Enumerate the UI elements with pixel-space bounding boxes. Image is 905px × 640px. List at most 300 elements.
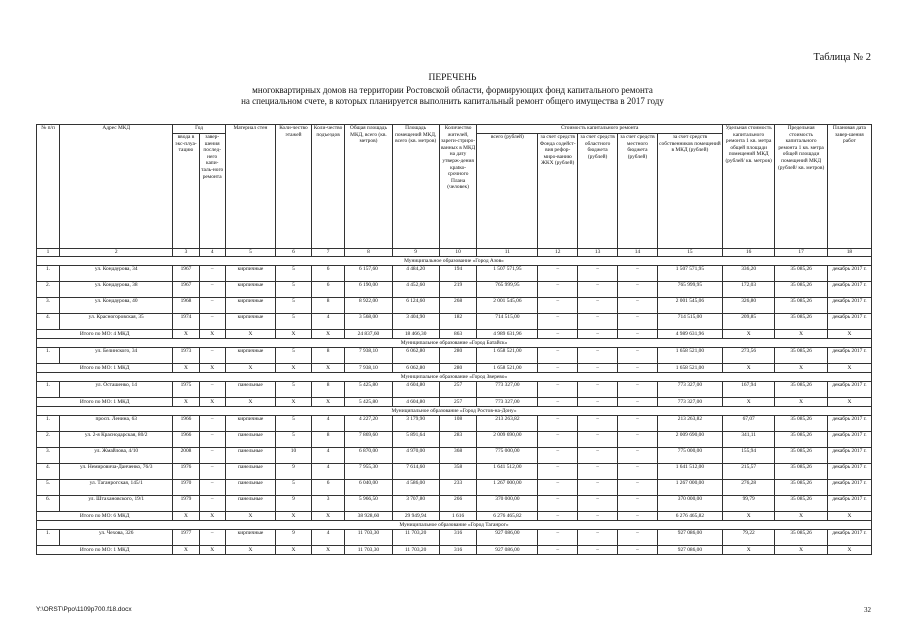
living-area: 6 062,80: [392, 348, 439, 364]
cost-region: –: [578, 496, 618, 512]
table-row: [37, 348, 872, 364]
title-line-2: многоквартирных домов на территории Ростовской области, формирующих фонд капитального ремонта: [252, 84, 653, 95]
unit-cost: 172,03: [722, 282, 774, 298]
residents: 280: [439, 348, 477, 364]
year-built: 1974: [173, 314, 199, 330]
entrances: 4: [311, 448, 345, 464]
total-c2: –: [578, 546, 618, 555]
planned-date: декабрь 2017 г.: [827, 530, 871, 546]
total-ta: 38 928,60: [345, 512, 392, 521]
cost-local: –: [618, 266, 658, 282]
residents: 233: [439, 480, 477, 496]
total-c2: –: [578, 330, 618, 339]
max-cost: 35 085,26: [775, 348, 827, 364]
max-cost: 35 085,26: [775, 314, 827, 330]
total-x: Х: [225, 398, 275, 407]
table-row: [37, 382, 872, 398]
total-ct: 1 658 521,00: [477, 364, 538, 373]
cost-region: –: [578, 348, 618, 364]
floors: 5: [276, 314, 312, 330]
residents: 316: [439, 530, 477, 546]
total-area: 7 955,30: [345, 464, 392, 480]
column-number: 18: [827, 249, 871, 257]
total-row: [37, 546, 872, 555]
header-entrances: Коли-чество подъездов: [311, 125, 345, 249]
total-x: Х: [827, 398, 871, 407]
planned-date: декабрь 2017 г.: [827, 382, 871, 398]
total-ta: 11 703,30: [345, 546, 392, 555]
unit-cost: 341,11: [722, 432, 774, 448]
cost-total: 1 507 571,95: [477, 266, 538, 282]
total-x: Х: [311, 512, 345, 521]
total-co: 1 658 521,00: [657, 364, 722, 373]
entrances: 8: [311, 382, 345, 398]
total-c1: –: [538, 330, 578, 339]
column-number: 17: [775, 249, 827, 257]
total-ct: 4 989 631,96: [477, 330, 538, 339]
total-area: 8 922,00: [345, 298, 392, 314]
max-cost: 35 085,26: [775, 530, 827, 546]
cost-owners: 2 009 690,00: [657, 432, 722, 448]
total-la: 18 466,30: [392, 330, 439, 339]
living-area: 4 452,60: [392, 282, 439, 298]
total-x: Х: [225, 512, 275, 521]
row-number: 1.: [37, 348, 60, 364]
total-co: 927 086,00: [657, 546, 722, 555]
max-cost: 35 085,26: [775, 496, 827, 512]
cost-region: –: [578, 416, 618, 432]
max-cost: 35 085,26: [775, 448, 827, 464]
total-x: Х: [173, 330, 199, 339]
entrances: 3: [311, 496, 345, 512]
walls: панельные: [225, 432, 275, 448]
total-co: 773 327,00: [657, 398, 722, 407]
column-number: 8: [345, 249, 392, 257]
floors: 10: [276, 448, 312, 464]
residents: 283: [439, 432, 477, 448]
planned-date: декабрь 2017 г.: [827, 282, 871, 298]
total-x: Х: [276, 364, 312, 373]
walls: кирпичные: [225, 266, 275, 282]
address: ул. Штахановского, 19/1: [60, 496, 173, 512]
column-numbers-row: [37, 249, 872, 257]
row-number: 1.: [37, 382, 60, 398]
unit-cost: 336,20: [722, 266, 774, 282]
entrances: 4: [311, 416, 345, 432]
total-ct: 773 327,00: [477, 398, 538, 407]
municipality-row: [37, 339, 872, 348]
year-renov: –: [199, 282, 225, 298]
cost-owners: 1 658 521,00: [657, 348, 722, 364]
cost-region: –: [578, 530, 618, 546]
unit-cost: 209,85: [722, 314, 774, 330]
planned-date: декабрь 2017 г.: [827, 416, 871, 432]
total-la: 11 703,20: [392, 546, 439, 555]
floors: 5: [276, 266, 312, 282]
total-c3: –: [618, 364, 658, 373]
total-ct: 6 276 465,82: [477, 512, 538, 521]
column-number: 5: [225, 249, 275, 257]
table-row: [37, 416, 872, 432]
total-c3: –: [618, 398, 658, 407]
cost-local: –: [618, 282, 658, 298]
municipality-name: Муниципальное образование «Город Таганрог»: [37, 521, 872, 530]
total-x: Х: [827, 546, 871, 555]
year-renov: –: [199, 314, 225, 330]
column-number: 2: [60, 249, 173, 257]
total-x: Х: [199, 330, 225, 339]
total-x: Х: [225, 364, 275, 373]
cost-total: 213 263,82: [477, 416, 538, 432]
row-number: 4.: [37, 464, 60, 480]
title-line-1: ПЕРЕЧЕНЬ: [428, 73, 477, 83]
living-area: 3 707,80: [392, 496, 439, 512]
year-built: 2008: [173, 448, 199, 464]
address: ул. Чехова, 326: [60, 530, 173, 546]
row-number: 1.: [37, 416, 60, 432]
row-number: 3.: [37, 448, 60, 464]
header-num: № п/п: [37, 125, 60, 249]
cost-total: 2 001 545,06: [477, 298, 538, 314]
cost-region: –: [578, 448, 618, 464]
living-area: 4 604,80: [392, 382, 439, 398]
total-label: Итого по МО: 1 МКД: [37, 546, 173, 555]
unit-cost: 167,94: [722, 382, 774, 398]
unit-cost: 326,80: [722, 298, 774, 314]
total-x: Х: [173, 512, 199, 521]
header-living-area: Площадь помещений МКД, всего (кв. метров): [392, 125, 439, 249]
total-area: 7 938,10: [345, 348, 392, 364]
total-p: 1 616: [439, 512, 477, 521]
total-c2: –: [578, 398, 618, 407]
walls: кирпичные: [225, 298, 275, 314]
year-renov: –: [199, 464, 225, 480]
register-table: [36, 124, 872, 555]
planned-date: декабрь 2017 г.: [827, 298, 871, 314]
total-area: 7 869,60: [345, 432, 392, 448]
address: ул. 2-я Краснодарская, 80/2: [60, 432, 173, 448]
year-built: 1968: [173, 298, 199, 314]
walls: панельные: [225, 448, 275, 464]
address: ул. Жмайлова, 4/10: [60, 448, 173, 464]
cost-fund: –: [538, 298, 578, 314]
cost-local: –: [618, 464, 658, 480]
column-number: 13: [578, 249, 618, 257]
total-c1: –: [538, 364, 578, 373]
living-area: 3 179,90: [392, 416, 439, 432]
cost-fund: –: [538, 382, 578, 398]
living-area: 3 404,90: [392, 314, 439, 330]
municipality-row: [37, 257, 872, 266]
header-year-group: Год: [173, 125, 225, 134]
header-year-renov: завер-шения послед-него капи-таль-ного ремонта: [199, 134, 225, 249]
total-c1: –: [538, 398, 578, 407]
cost-local: –: [618, 416, 658, 432]
entrances: 6: [311, 480, 345, 496]
total-x: Х: [311, 398, 345, 407]
total-p: 316: [439, 546, 477, 555]
residents: 257: [439, 382, 477, 398]
total-area: 6 190,00: [345, 282, 392, 298]
cost-total: 714 515,00: [477, 314, 538, 330]
total-x: Х: [199, 512, 225, 521]
municipality-name: Муниципальное образование «Город Ростов-на-Дону»: [37, 407, 872, 416]
total-la: 4 604,80: [392, 398, 439, 407]
register-body: [37, 249, 872, 555]
cost-region: –: [578, 266, 618, 282]
max-cost: 35 085,26: [775, 416, 827, 432]
planned-date: декабрь 2017 г.: [827, 348, 871, 364]
year-renov: –: [199, 480, 225, 496]
header-total-area: Общая площадь МКД, всего (кв. метров): [345, 125, 392, 249]
column-number: 1: [37, 249, 60, 257]
entrances: 4: [311, 464, 345, 480]
cost-owners: 2 001 545,06: [657, 298, 722, 314]
total-x: Х: [827, 364, 871, 373]
column-number: 14: [618, 249, 658, 257]
header-year-built: ввода в экс-плуа-тацию: [173, 134, 199, 249]
cost-region: –: [578, 464, 618, 480]
total-area: 11 703,30: [345, 530, 392, 546]
table-row: [37, 496, 872, 512]
planned-date: декабрь 2017 г.: [827, 464, 871, 480]
cost-local: –: [618, 382, 658, 398]
floors: 5: [276, 348, 312, 364]
cost-fund: –: [538, 416, 578, 432]
year-renov: –: [199, 448, 225, 464]
cost-fund: –: [538, 348, 578, 364]
walls: панельные: [225, 382, 275, 398]
cost-owners: 1 641 512,00: [657, 464, 722, 480]
living-area: 4 484,20: [392, 266, 439, 282]
total-x: Х: [225, 330, 275, 339]
floors: 5: [276, 480, 312, 496]
cost-fund: –: [538, 464, 578, 480]
header-unit-cost: Удельная стоимость капитального ремонта 1 кв. метра общей площади помещений МКД (рублей/ кв. метров): [722, 125, 774, 249]
cost-owners: 1 507 571,95: [657, 266, 722, 282]
year-renov: –: [199, 266, 225, 282]
walls: кирпичные: [225, 282, 275, 298]
year-built: 1970: [173, 480, 199, 496]
table-row: [37, 298, 872, 314]
cost-region: –: [578, 298, 618, 314]
walls: панельные: [225, 464, 275, 480]
max-cost: 35 085,26: [775, 464, 827, 480]
address: ул. Осташенко, 14: [60, 382, 173, 398]
column-number: 15: [657, 249, 722, 257]
total-x: Х: [775, 546, 827, 555]
total-x: Х: [827, 512, 871, 521]
entrances: 8: [311, 348, 345, 364]
year-renov: –: [199, 382, 225, 398]
floors: 5: [276, 416, 312, 432]
total-c3: –: [618, 330, 658, 339]
table-row: [37, 314, 872, 330]
cost-fund: –: [538, 496, 578, 512]
cost-local: –: [618, 496, 658, 512]
column-number: 9: [392, 249, 439, 257]
cost-total: 927 086,00: [477, 530, 538, 546]
cost-region: –: [578, 314, 618, 330]
total-ta: 24 837,60: [345, 330, 392, 339]
municipality-row: [37, 407, 872, 416]
total-x: Х: [775, 512, 827, 521]
unit-cost: 276,28: [722, 480, 774, 496]
municipality-name: Муниципальное образование «Город Зверево»: [37, 373, 872, 382]
column-number: 6: [276, 249, 312, 257]
cost-fund: –: [538, 530, 578, 546]
total-x: Х: [173, 364, 199, 373]
header-walls: Материал стен: [225, 125, 275, 249]
unit-cost: 99,79: [722, 496, 774, 512]
year-built: 1973: [173, 348, 199, 364]
column-number: 7: [311, 249, 345, 257]
year-built: 1977: [173, 530, 199, 546]
address: ул. Кондаурова, 40: [60, 298, 173, 314]
total-x: Х: [276, 398, 312, 407]
planned-date: декабрь 2017 г.: [827, 448, 871, 464]
floors: 9: [276, 464, 312, 480]
floors: 9: [276, 496, 312, 512]
column-number: 12: [538, 249, 578, 257]
municipality-name: Муниципальное образование «Город Батайск»: [37, 339, 872, 348]
entrances: 6: [311, 282, 345, 298]
address: просп. Ленина, 63: [60, 416, 173, 432]
total-x: Х: [722, 512, 774, 521]
total-c1: –: [538, 546, 578, 555]
living-area: 4 970,00: [392, 448, 439, 464]
total-x: Х: [722, 546, 774, 555]
total-area: 5 966,50: [345, 496, 392, 512]
row-number: 1.: [37, 266, 60, 282]
municipality-row: [37, 521, 872, 530]
cost-owners: 370 000,00: [657, 496, 722, 512]
total-area: 5 425,80: [345, 382, 392, 398]
page-number: 32: [864, 606, 871, 614]
municipality-row: [37, 373, 872, 382]
header-cost-region: за счет средств областного бюджета (рублей): [578, 134, 618, 249]
year-built: 1966: [173, 432, 199, 448]
cost-local: –: [618, 480, 658, 496]
year-built: 1967: [173, 282, 199, 298]
total-x: Х: [311, 546, 345, 555]
entrances: 6: [311, 266, 345, 282]
total-area: 4 227,20: [345, 416, 392, 432]
planned-date: декабрь 2017 г.: [827, 496, 871, 512]
residents: 219: [439, 282, 477, 298]
cost-local: –: [618, 448, 658, 464]
residents: 358: [439, 464, 477, 480]
cost-owners: 765 999,95: [657, 282, 722, 298]
row-number: 4.: [37, 314, 60, 330]
total-area: 3 568,00: [345, 314, 392, 330]
cost-total: 773 327,00: [477, 382, 538, 398]
header-cost-group: Стоимость капитального ремонта: [477, 125, 722, 134]
cost-owners: 773 327,00: [657, 382, 722, 398]
total-x: Х: [276, 546, 312, 555]
year-built: 1976: [173, 464, 199, 480]
total-x: Х: [311, 330, 345, 339]
cost-local: –: [618, 530, 658, 546]
total-x: Х: [827, 330, 871, 339]
total-x: Х: [722, 330, 774, 339]
max-cost: 35 085,26: [775, 298, 827, 314]
total-x: Х: [311, 364, 345, 373]
residents: 368: [439, 448, 477, 464]
header-cost-fund: за счет средств Фонда содейст-вия рефор-миро-ванию ЖКХ (рублей): [538, 134, 578, 249]
max-cost: 35 085,26: [775, 432, 827, 448]
address: ул. Белинского, 34: [60, 348, 173, 364]
footer-file-path: Y:\ORST\Ppo\1109p700.f18.docx: [36, 606, 132, 613]
floors: 9: [276, 530, 312, 546]
year-renov: –: [199, 496, 225, 512]
title-line-3: на специальном счете, в которых планируется выполнить капитальный ремонт общего имущества в 2017 году: [241, 96, 664, 106]
cost-fund: –: [538, 282, 578, 298]
table-row: [37, 530, 872, 546]
total-row: [37, 364, 872, 373]
total-x: Х: [173, 546, 199, 555]
total-ct: 927 086,00: [477, 546, 538, 555]
cost-fund: –: [538, 448, 578, 464]
living-area: 4 586,00: [392, 480, 439, 496]
total-x: Х: [722, 398, 774, 407]
year-renov: –: [199, 298, 225, 314]
cost-owners: 775 000,00: [657, 448, 722, 464]
cost-fund: –: [538, 314, 578, 330]
municipality-name: Муниципальное образование «Город Азов»: [37, 257, 872, 266]
total-c2: –: [578, 512, 618, 521]
column-number: 3: [173, 249, 199, 257]
header-residents: Количество жителей, зареги-стриро-ванных в МКД на дату утверж-дения крatко-срочного Плана (человек): [439, 125, 477, 249]
total-la: 29 949,94: [392, 512, 439, 521]
address: ул. Таганрогская, 145/1: [60, 480, 173, 496]
unit-cost: 273,56: [722, 348, 774, 364]
total-la: 6 062,80: [392, 364, 439, 373]
total-c1: –: [538, 512, 578, 521]
max-cost: 35 085,26: [775, 480, 827, 496]
address: ул. Немировича-Данченко, 76/3: [60, 464, 173, 480]
residents: 108: [439, 416, 477, 432]
walls: кирпичные: [225, 530, 275, 546]
column-number: 16: [722, 249, 774, 257]
cost-local: –: [618, 298, 658, 314]
total-co: 6 276 465,82: [657, 512, 722, 521]
table-row: [37, 480, 872, 496]
year-built: 1966: [173, 416, 199, 432]
total-x: Х: [722, 364, 774, 373]
header-max-cost: Предельная стоимость капитального ремонта 1 кв. метра общей площади помещений МКД (рублей/ кв. метров): [775, 125, 827, 249]
header-address: Адрес МКД: [60, 125, 173, 249]
table-row: [37, 464, 872, 480]
cost-total: 2 009 690,00: [477, 432, 538, 448]
cost-owners: 714 515,00: [657, 314, 722, 330]
unit-cost: 67,07: [722, 416, 774, 432]
cost-total: 1 641 512,00: [477, 464, 538, 480]
row-number: 6.: [37, 496, 60, 512]
walls: кирпичные: [225, 416, 275, 432]
total-p: 863: [439, 330, 477, 339]
header-planned-date: Плановая дата завер-шения работ: [827, 125, 871, 249]
cost-local: –: [618, 432, 658, 448]
walls: кирпичные: [225, 314, 275, 330]
floors: 5: [276, 298, 312, 314]
cost-total: 370 000,00: [477, 496, 538, 512]
column-number: 11: [477, 249, 538, 257]
total-row: [37, 398, 872, 407]
unit-cost: 79,22: [722, 530, 774, 546]
residents: 266: [439, 496, 477, 512]
total-x: Х: [276, 512, 312, 521]
